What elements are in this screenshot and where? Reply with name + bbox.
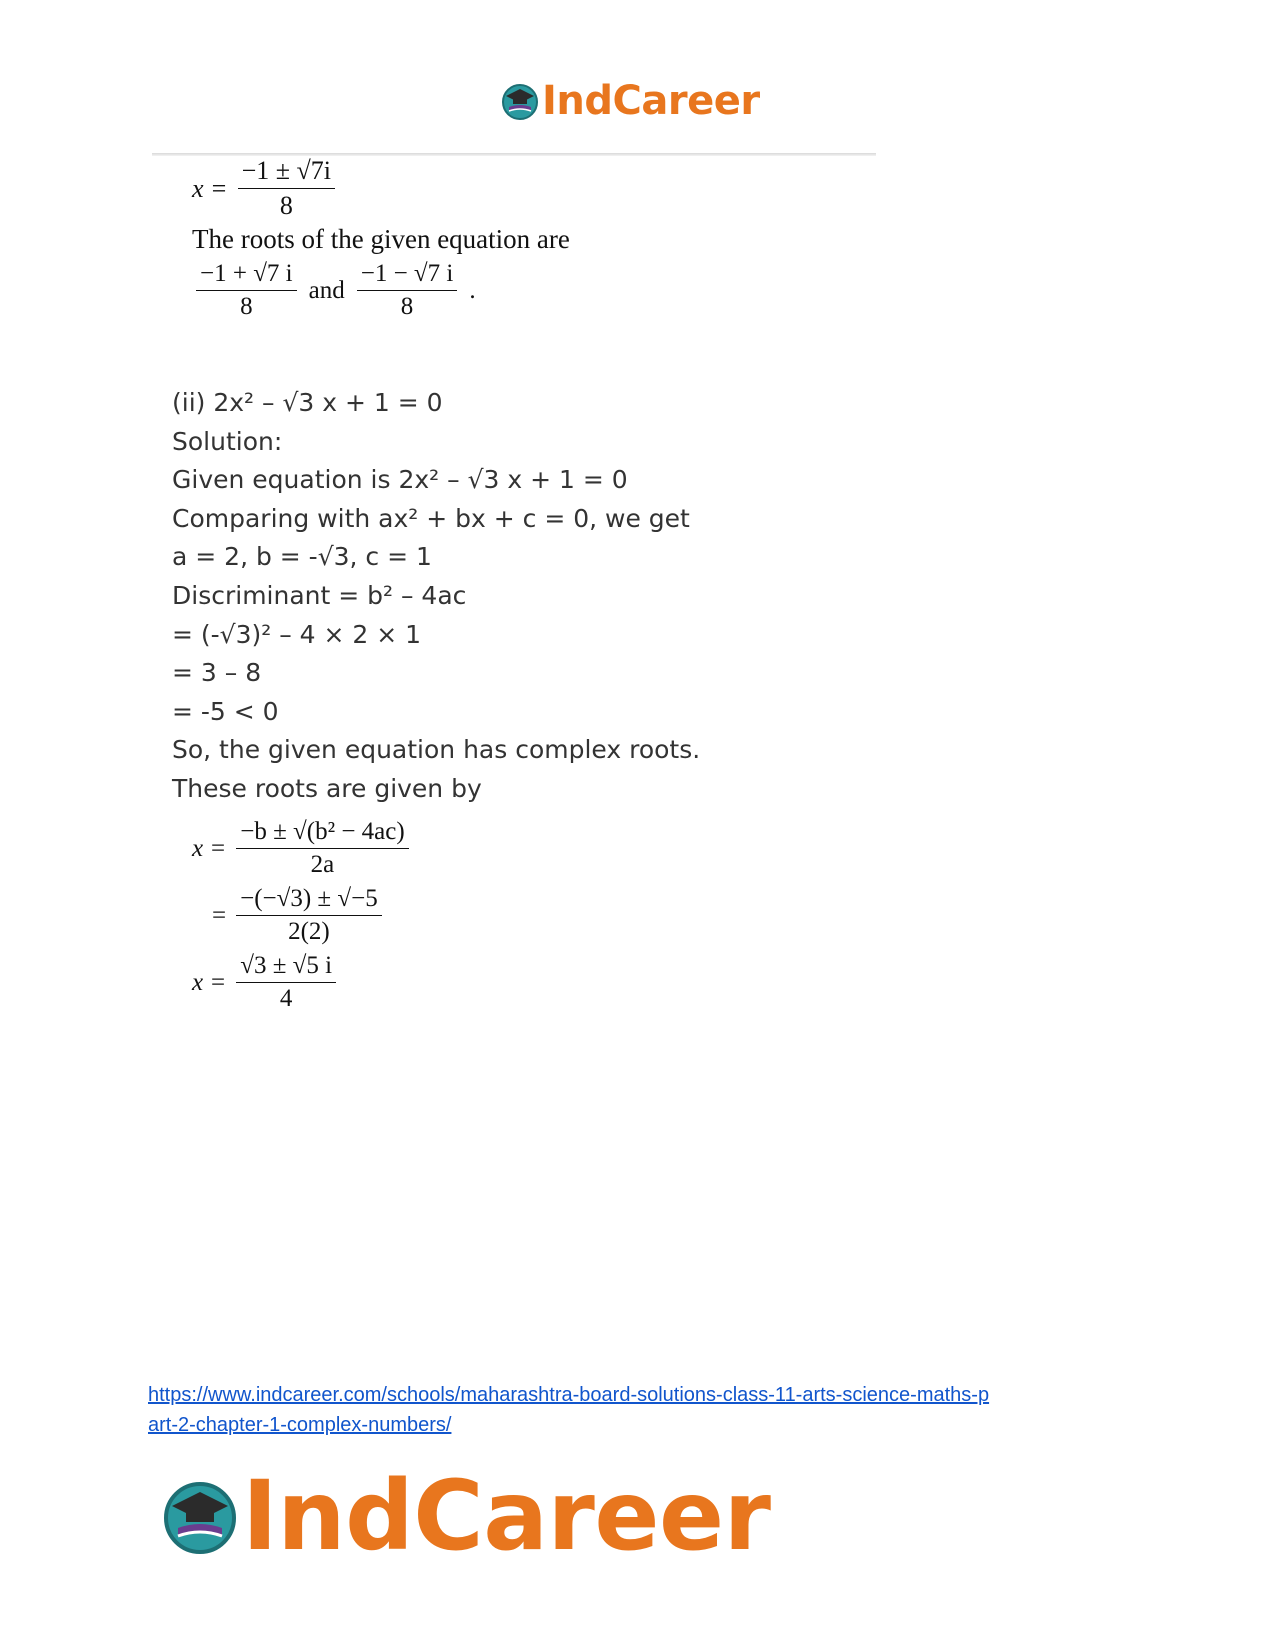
root-2 [357,260,458,321]
formula-step-1 [192,818,409,879]
formula-fraction [236,818,408,879]
period: . [469,276,476,304]
eq-lhs: x = [192,173,228,203]
formula-step-3 [192,952,409,1013]
solution-line: = (-√3)² – 4 × 2 × 1 [172,619,422,649]
solution-line: Given equation is 2x² – √3 x + 1 = 0 [172,465,628,495]
brand-wordmark: IndCareer [242,1460,771,1572]
source-url-link[interactable] [148,1380,1108,1440]
solution-line: So, the given equation has complex roots. [172,735,701,765]
question-ii: (ii) 2x² – √3 x + 1 = 0 [172,388,443,417]
formula-numerator: √3 ± √5 i [236,952,336,983]
formula-lhs: x = [192,834,227,862]
solution-line: Discriminant = b² – 4ac [172,580,467,610]
formula-lhs: = [212,901,227,929]
root-1-numerator: −1 + √7 i [196,260,297,291]
formula-lhs: x = [192,968,227,996]
solution-heading: Solution: [172,426,283,456]
fraction [238,156,335,221]
solution-part-ii [172,384,700,809]
fraction-numerator: −1 ± √7i [238,156,335,189]
url-line-1: https://www.indcareer.com/schools/maharashtra-board-solutions-class-11-arts-science-maths-p [148,1384,990,1406]
solution-line: = -5 < 0 [172,696,279,726]
roots-statement: The roots of the given equation are [192,224,570,254]
solution-line: These roots are given by [172,773,482,803]
solution-line: a = 2, b = -√3, c = 1 [172,542,432,572]
formula-fraction [236,952,336,1013]
formula-fraction [236,885,382,946]
formula-numerator: −b ± √(b² − 4ac) [236,818,408,849]
brand-logo-bottom [160,1460,771,1572]
formula-denominator: 2a [310,851,335,878]
fraction-denominator: 8 [279,191,293,220]
root-1 [196,260,297,321]
solution-line: Comparing with ax² + bx + c = 0, we get [172,503,690,533]
formula-denominator: 4 [279,985,293,1012]
url-line-2: art-2-chapter-1-complex-numbers/ [148,1414,452,1436]
formula-denominator: 2(2) [288,918,330,945]
formula-step-2 [192,885,409,946]
formula-numerator: −(−√3) ± √−5 [236,885,382,916]
root-1-denominator: 8 [240,293,253,320]
graduation-cap-globe-icon [160,1476,240,1556]
brand-wordmark: IndCareer [542,78,760,124]
conjunction: and [308,276,345,304]
brand-logo-top [500,78,760,124]
graduation-cap-globe-icon [500,81,540,121]
quadratic-formula-steps [192,818,409,1019]
root-2-denominator: 8 [400,293,414,320]
equation-x-part1 [192,156,335,221]
solution-line: = 3 – 8 [172,658,262,688]
roots-values [196,260,476,321]
root-2-numerator: −1 − √7 i [357,260,458,291]
